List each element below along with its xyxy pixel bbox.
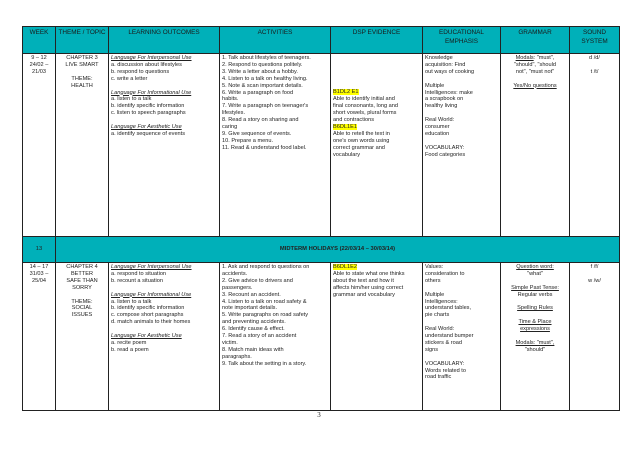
activity-line: accidents. [222, 270, 248, 277]
activity-line: 3. Write a letter about a hobby. [222, 68, 298, 75]
sound-line: d /d/ [589, 55, 600, 61]
outcome-item: b. recount a situation [111, 277, 163, 284]
dsp-code [333, 89, 420, 96]
emphasis-line: Food categories [425, 151, 466, 158]
sound-cell [570, 54, 620, 237]
spacer [58, 292, 106, 299]
activity-line: habits. [222, 96, 239, 103]
spacer [333, 83, 420, 90]
emphasis-line: pie charts [425, 312, 450, 319]
grammar-line: Spelling Rules [517, 305, 553, 312]
emphasis-line: Intelligences: [425, 298, 458, 305]
emphasis-line: consideration to [425, 270, 465, 277]
spacer [503, 278, 567, 285]
dsp-cell [331, 263, 423, 411]
table-row-midterm [23, 237, 620, 263]
outcome-heading: Language For Informational Use [111, 291, 192, 298]
spacer [333, 69, 420, 76]
grammar-rest: : "must", [533, 55, 555, 61]
activity-line: 6. Identify cause & effect. [222, 326, 285, 333]
theme-line: BETTER [70, 270, 94, 277]
theme-cell [56, 54, 109, 237]
spacer [425, 354, 498, 361]
emphasis-line: Knowledge [425, 55, 453, 61]
activity-line: 4. Listen to a talk on road safety & [222, 298, 307, 305]
emphasis-line: out ways of cooking [425, 68, 475, 75]
sound-line: w /w/ [588, 277, 601, 284]
theme-line: THEME: [71, 75, 93, 82]
outcome-item: a. recite poem [111, 339, 147, 346]
spacer [503, 312, 567, 319]
theme-line: ISSUES [71, 312, 93, 319]
outcome-item: b. identify specific information [111, 103, 185, 110]
scheme-of-work-table [22, 26, 620, 411]
dsp-code [333, 264, 420, 271]
activity-line: 8. Read a story on sharing and [222, 117, 299, 124]
activity-line: lifestyles. [222, 110, 246, 117]
week-line: 25/04 [32, 277, 46, 284]
grammar-line: "should", "should [513, 61, 557, 68]
spacer [58, 69, 106, 76]
activity-line: 9. Give sequence of events. [222, 130, 292, 137]
emphasis-line: a scrapbook on [425, 96, 464, 103]
midterm-week: 13 [23, 237, 56, 263]
activity-line: 5. Note & scan important details. [222, 82, 303, 89]
grammar-line: Question word: [516, 264, 554, 270]
sound-line: t /t/ [590, 68, 599, 75]
activity-line: 2. Give advice to drivers and [222, 277, 293, 284]
theme-line: HEALTH [71, 82, 93, 89]
outcome-item: a. identify sequence of events [111, 130, 186, 137]
sound-cell [570, 263, 620, 411]
activity-line: 2. Respond to questions politely. [222, 61, 303, 68]
week-line: 31/03 – [29, 270, 49, 277]
emphasis-line: consumer [425, 124, 450, 131]
emphasis-line: signs [425, 346, 439, 353]
activity-line: 6. Write a paragraph on food [222, 89, 294, 96]
theme-line: CHAPTER 3 [66, 55, 98, 61]
outcome-item: c. write a letter [111, 75, 148, 82]
emphasis-line: healthy living [425, 103, 458, 110]
grammar-line: "what" [527, 270, 543, 277]
outcome-item: c. compose short paragraphs [111, 312, 184, 319]
spacer [425, 285, 498, 292]
outcomes-cell [109, 54, 220, 237]
outcome-heading: Language For Informational Use [111, 89, 192, 96]
grammar-line: Yes/No questions [513, 82, 557, 89]
table-row-week-9-12 [23, 54, 620, 237]
activity-line: 1. Ask and respond to questions on [222, 264, 310, 270]
dsp-desc: correct grammar and [333, 144, 385, 151]
activity-line: note important details. [222, 305, 278, 312]
activity-line: 7. Read a story of an accident [222, 333, 297, 340]
emphasis-line: Multiple [425, 82, 445, 89]
activity-line: 3. Recount an accident. [222, 291, 281, 298]
activity-line: 9. Talk about the setting in a story. [222, 360, 307, 367]
emphasis-line: Real World: [425, 117, 455, 124]
outcome-item: a. discussion about lifestyles [111, 61, 182, 68]
week-line: 14 – 17 [29, 264, 49, 270]
spacer [111, 285, 217, 292]
activity-line: 11. Read & understand food label. [222, 144, 307, 151]
spacer [572, 62, 617, 69]
outcome-item: a. listen to a talk [111, 96, 152, 103]
header-week: WEEK [23, 27, 56, 54]
activity-line: 4. Listen to a talk on healthy living. [222, 75, 308, 82]
activity-line: and preventing accidents. [222, 319, 286, 326]
dsp-desc: and contractions [333, 117, 375, 124]
header-row [23, 27, 620, 54]
grammar-line: not", "must not" [515, 68, 555, 75]
dsp-desc: short vowels, plural forms [333, 110, 397, 117]
grammar-line: "should" [524, 346, 546, 353]
emphasis-line: education [425, 130, 450, 137]
emphasis-line: others [425, 277, 441, 284]
emphasis-line: stickers & road [425, 339, 462, 346]
week-line: 9 – 12 [31, 55, 47, 61]
dsp-desc: one's own words using [333, 137, 390, 144]
header-emphasis: EDUCATIONAL EMPHASIS [423, 27, 501, 54]
spacer [425, 110, 498, 117]
dsp-desc: Able to retell the text in [333, 130, 390, 137]
outcomes-cell [109, 263, 220, 411]
emphasis-line: understand tables, [425, 305, 472, 312]
dsp-code-highlight: B6DL1E2 [333, 264, 357, 270]
grammar-line [503, 55, 567, 62]
activity-line: paragraphs. [222, 353, 252, 360]
week-line: 24/02 – [29, 61, 49, 68]
emphasis-line: Multiple [425, 291, 445, 298]
dsp-code-highlight: B1DL2 E1 [333, 89, 359, 96]
header-activities: ACTIVITIES [220, 27, 331, 54]
outcome-item: b. identify specific information [111, 305, 185, 312]
spacer [111, 83, 217, 90]
grammar-line: Modals: "must", [515, 339, 555, 346]
week-cell [23, 54, 56, 237]
emphasis-line: Words related to [425, 367, 466, 374]
activity-line: 1. Talk about lifestyles of teenagers. [222, 55, 311, 61]
outcome-heading: Language For Aesthetic Use [111, 333, 182, 340]
header-theme: THEME / TOPIC [56, 27, 109, 54]
dsp-desc: vocabulary [333, 151, 361, 158]
spacer [111, 117, 217, 124]
page-number: 3 [317, 411, 321, 419]
outcome-item: c. listen to speech paragraphs [111, 110, 186, 117]
dsp-desc: about the text and how it [333, 277, 394, 284]
activities-cell [220, 263, 331, 411]
emphasis-line: Intelligences: make [425, 89, 473, 96]
dsp-desc: grammar and vocabulary [333, 291, 395, 298]
dsp-desc: affects him/her using correct [333, 284, 404, 291]
theme-line: CHAPTER 4 [66, 264, 98, 270]
midterm-holidays-label: MIDTERM HOLIDAYS (22/03/14 – 30/03/14) [56, 237, 620, 263]
emphasis-line: Real World: [425, 326, 455, 333]
emphasis-line: Values: [425, 264, 444, 270]
outcome-item: b. respond to questions [111, 68, 170, 75]
outcome-item: d. match animals to their homes [111, 319, 191, 326]
emphasis-line: VOCABULARY: [425, 144, 465, 151]
header-sound: SOUND SYSTEM [570, 27, 620, 54]
grammar-line: expressions [520, 326, 550, 333]
header-outcomes: LEARNING OUTCOMES [109, 27, 220, 54]
emphasis-line: understand bumper [425, 333, 474, 340]
activity-line: victim. [222, 339, 238, 346]
spacer [572, 271, 617, 278]
spacer [333, 55, 420, 62]
emphasis-line: VOCABULARY: [425, 360, 465, 367]
header-dsp: DSP EVIDENCE [331, 27, 423, 54]
dsp-cell [331, 54, 423, 237]
emphasis-line: road traffic [425, 374, 452, 381]
spacer [425, 319, 498, 326]
spacer [333, 76, 420, 83]
sound-line: f /f/ [590, 264, 599, 270]
grammar-line: Time & Place [518, 319, 552, 326]
emphasis-cell [423, 263, 501, 411]
outcome-item: a. listen to a talk [111, 298, 152, 305]
theme-cell [56, 263, 109, 411]
activities-cell [220, 54, 331, 237]
outcome-heading: Language For Interpersonal Use [111, 264, 192, 270]
outcome-item: a. respond to situation [111, 270, 167, 277]
week-cell [23, 263, 56, 411]
outcome-item: b. read a poem [111, 346, 149, 353]
dsp-code-highlight: B6DL1E1 [333, 123, 357, 130]
emphasis-line: acquisition: Find [425, 61, 466, 68]
dsp-desc: Able to state what one thinks [333, 270, 405, 277]
header-grammar: GRAMMAR [501, 27, 570, 54]
dsp-desc: final consonants, long and [333, 103, 398, 110]
grammar-cell [501, 263, 570, 411]
dsp-desc: Able to identify initial and [333, 96, 395, 103]
spacer [425, 76, 498, 83]
activity-line: caring [222, 124, 238, 131]
theme-line: SORRY [72, 284, 92, 291]
spacer [503, 76, 567, 83]
spacer [503, 299, 567, 306]
activity-line: 5. Write paragraphs on road safety [222, 312, 309, 319]
week-line: 21/03 [32, 68, 46, 75]
grammar-cell [501, 54, 570, 237]
spacer [503, 333, 567, 340]
dsp-code [333, 124, 420, 131]
activity-line: passengers. [222, 284, 253, 291]
spacer [111, 326, 217, 333]
grammar-line: Regular verbs [517, 291, 553, 298]
outcome-heading: Language For Aesthetic Use [111, 124, 182, 131]
spacer [425, 138, 498, 145]
theme-line: SAFE THAN [66, 277, 98, 284]
activity-line: 10. Prepare a menu. [222, 137, 273, 144]
emphasis-cell [423, 54, 501, 237]
activity-line: 8. Match main ideas with [222, 346, 284, 353]
activity-line: 7. Write a paragraph on teenager's [222, 103, 309, 110]
theme-line: THEME: [71, 298, 93, 305]
grammar-line: Simple Past Tense: [511, 284, 559, 291]
theme-line: LIVE SMART [65, 61, 99, 68]
grammar-term: Modals [515, 55, 534, 61]
table-row-week-14-17 [23, 263, 620, 411]
theme-line: SOCIAL [71, 305, 93, 312]
outcome-heading: Language For Interpersonal Use [111, 55, 192, 61]
spacer [333, 62, 420, 69]
